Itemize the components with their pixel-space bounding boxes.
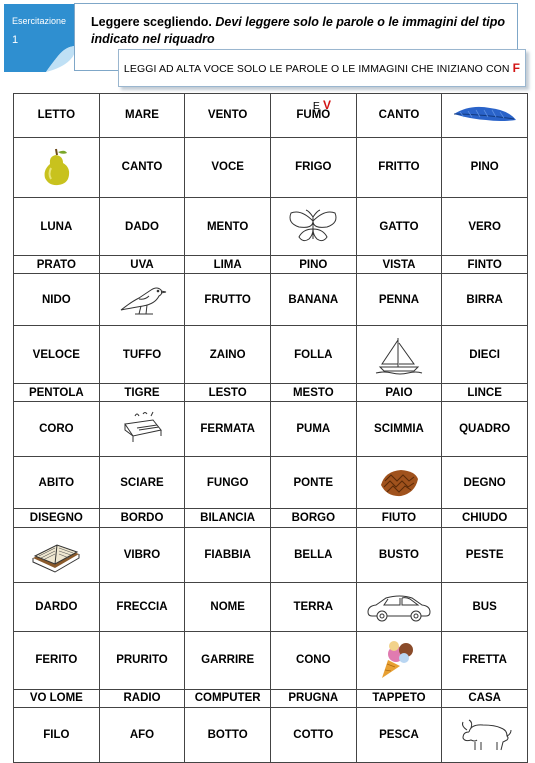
word-cell: AFO <box>99 707 185 762</box>
word-cell: CHIUDO <box>442 509 528 527</box>
instruction-text: LEGGI AD ALTA VOCE SOLO LE PAROLE O LE IMMAGINI CHE INIZIANO CON <box>123 63 510 75</box>
word-cell: FIUTO <box>356 509 442 527</box>
word-cell: VERO <box>442 198 528 256</box>
word-cell: PINO <box>442 137 528 198</box>
word-cell: BOTTO <box>185 707 271 762</box>
word-cell: FILO <box>14 707 100 762</box>
image-cell <box>442 94 528 138</box>
icecream-icon <box>357 640 442 680</box>
word-cell: PINO <box>270 255 356 273</box>
word-cell: DEGNO <box>442 457 528 509</box>
instruction-letter-1: F <box>512 61 521 75</box>
word-cell: VISTA <box>356 255 442 273</box>
word-cell: VOCE <box>185 137 271 198</box>
word-cell: FERITO <box>14 631 100 689</box>
word-cell: DARDO <box>14 582 100 631</box>
title-bold: Leggere scegliendo. <box>91 15 212 29</box>
pinecone-icon <box>357 465 442 501</box>
word-cell: VELOCE <box>14 326 100 384</box>
word-cell: FRECCIA <box>99 582 185 631</box>
word-cell: BUSTO <box>356 527 442 582</box>
grid-row <box>14 582 528 631</box>
image-cell <box>442 707 528 762</box>
word-cell: BORGO <box>270 509 356 527</box>
image-cell <box>99 402 185 457</box>
instruction-conjunction: E <box>312 100 320 112</box>
image-cell <box>99 274 185 326</box>
image-cell <box>356 326 442 384</box>
grid-row <box>14 384 528 402</box>
word-cell: RADIO <box>99 689 185 707</box>
word-cell: BIRRA <box>442 274 528 326</box>
book-icon <box>14 536 99 574</box>
word-cell: FIABBIA <box>185 527 271 582</box>
word-cell: DIECI <box>442 326 528 384</box>
grid-row <box>14 631 528 689</box>
title-italic: Devi leggere solo le parole o le immagini del tipo indicato nel riquadro <box>91 15 506 46</box>
exercise-number: 1 <box>12 34 19 46</box>
word-cell: FUMO <box>270 94 356 138</box>
exercise-title <box>91 14 511 48</box>
word-cell: COMPUTER <box>185 689 271 707</box>
butterfly-icon <box>271 207 356 247</box>
word-cell: NOME <box>185 582 271 631</box>
word-cell: CANTO <box>99 137 185 198</box>
car-icon <box>357 590 442 624</box>
word-cell: GARRIRE <box>185 631 271 689</box>
word-cell: FERMATA <box>185 402 271 457</box>
word-cell: MENTO <box>185 198 271 256</box>
feather-icon <box>442 100 527 130</box>
word-cell: FRUTTO <box>185 274 271 326</box>
word-cell: VENTO <box>185 94 271 138</box>
buffalo-icon <box>442 716 527 754</box>
instruction-letter-2: V <box>323 98 332 112</box>
word-cell: DISEGNO <box>14 509 100 527</box>
word-cell: FOLLA <box>270 326 356 384</box>
word-grid <box>13 93 528 763</box>
word-cell: TIGRE <box>99 384 185 402</box>
image-cell <box>356 582 442 631</box>
word-cell: UVA <box>99 255 185 273</box>
word-cell: CORO <box>14 402 100 457</box>
word-cell: PENTOLA <box>14 384 100 402</box>
word-cell: BUS <box>442 582 528 631</box>
grid-row <box>14 402 528 457</box>
word-cell: PRATO <box>14 255 100 273</box>
word-cell: FINTO <box>442 255 528 273</box>
image-cell <box>14 137 100 198</box>
word-cell: LUNA <box>14 198 100 256</box>
word-cell: VO LOME <box>14 689 100 707</box>
word-cell: MESTO <box>270 384 356 402</box>
word-cell: CANTO <box>356 94 442 138</box>
word-cell: COTTO <box>270 707 356 762</box>
word-cell: CASA <box>442 689 528 707</box>
word-cell: LINCE <box>442 384 528 402</box>
word-cell: BANANA <box>270 274 356 326</box>
grid-row <box>14 527 528 582</box>
word-cell: SCIARE <box>99 457 185 509</box>
word-cell: NIDO <box>14 274 100 326</box>
grid-row <box>14 689 528 707</box>
word-cell: SCIMMIA <box>356 402 442 457</box>
word-cell: PONTE <box>270 457 356 509</box>
image-cell <box>356 631 442 689</box>
word-cell: PESCA <box>356 707 442 762</box>
word-cell: BELLA <box>270 527 356 582</box>
word-cell: DADO <box>99 198 185 256</box>
bird-icon <box>100 282 185 318</box>
grid-row <box>14 326 528 384</box>
word-cell: FRITTO <box>356 137 442 198</box>
word-cell: VIBRO <box>99 527 185 582</box>
grid-row <box>14 94 528 138</box>
word-cell: PRURITO <box>99 631 185 689</box>
word-cell: GATTO <box>356 198 442 256</box>
grid-row <box>14 198 528 256</box>
word-cell: CONO <box>270 631 356 689</box>
word-cell: ABITO <box>14 457 100 509</box>
word-cell: TUFFO <box>99 326 185 384</box>
word-cell: FUNGO <box>185 457 271 509</box>
exercise-badge <box>2 2 78 74</box>
piano-icon <box>100 410 185 448</box>
grid-row <box>14 137 528 198</box>
image-cell <box>270 198 356 256</box>
word-cell: TERRA <box>270 582 356 631</box>
instruction-box <box>118 49 526 112</box>
word-cell: LETTO <box>14 94 100 138</box>
word-cell: BORDO <box>99 509 185 527</box>
pear-icon <box>14 146 99 188</box>
word-cell: MARE <box>99 94 185 138</box>
word-cell: PUMA <box>270 402 356 457</box>
word-cell: ZAINO <box>185 326 271 384</box>
word-cell: TAPPETO <box>356 689 442 707</box>
sailboat-icon <box>357 335 442 375</box>
word-cell: PENNA <box>356 274 442 326</box>
image-cell <box>356 457 442 509</box>
word-cell: BILANCIA <box>185 509 271 527</box>
word-cell: FRIGO <box>270 137 356 198</box>
grid-row <box>14 707 528 762</box>
grid-row <box>14 457 528 509</box>
grid-row <box>14 255 528 273</box>
grid-row <box>14 274 528 326</box>
grid-row <box>14 509 528 527</box>
image-cell <box>14 527 100 582</box>
word-cell: PAIO <box>356 384 442 402</box>
word-cell: LESTO <box>185 384 271 402</box>
word-cell: PRUGNA <box>270 689 356 707</box>
exercise-label: Esercitazione <box>12 16 67 26</box>
word-cell: LIMA <box>185 255 271 273</box>
word-cell: FRETTA <box>442 631 528 689</box>
word-cell: QUADRO <box>442 402 528 457</box>
word-cell: PESTE <box>442 527 528 582</box>
